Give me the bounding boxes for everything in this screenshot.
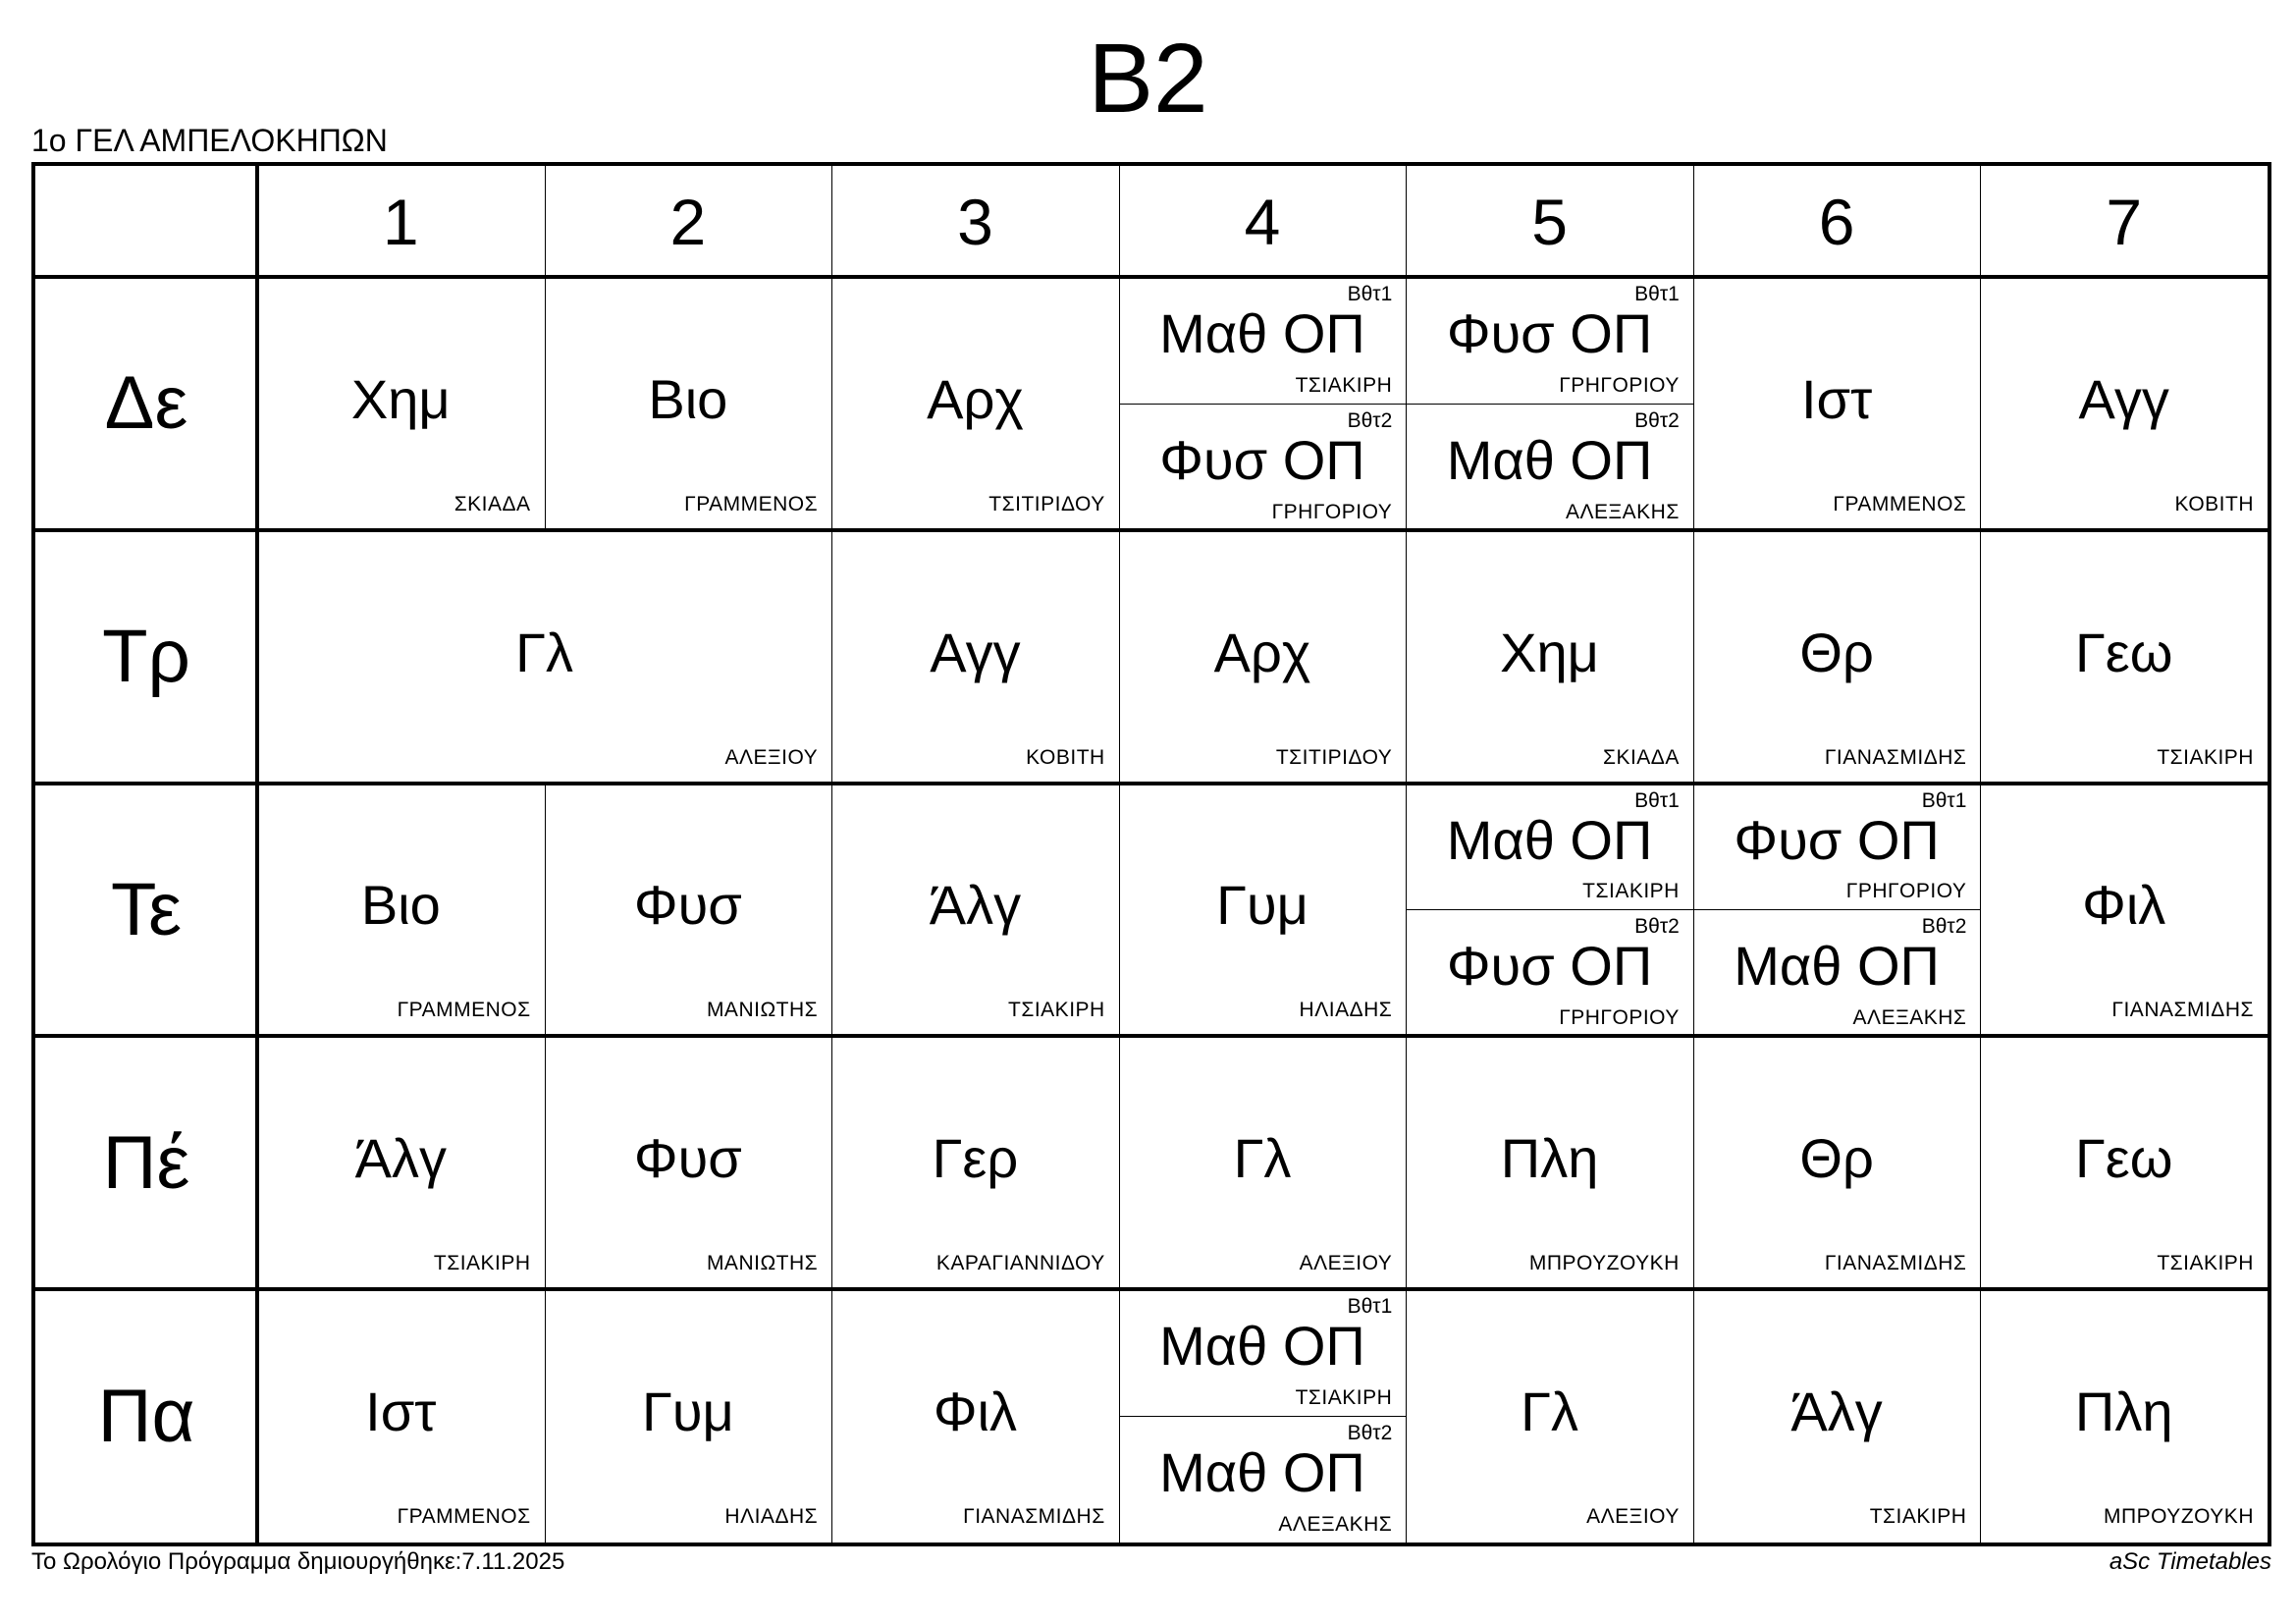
timetable-title: B2 — [1088, 24, 1208, 134]
subject-name: Αρχ — [1213, 621, 1311, 683]
column-divider — [545, 277, 546, 530]
subject-name: Μαθ ΟΠ — [1734, 935, 1940, 998]
teacher-name: ΓΡΑΜΜΕΝΟΣ — [397, 1504, 531, 1528]
lesson-cell — [1119, 1289, 1407, 1543]
teacher-name: ΤΣΙΤΙΡΙΔΟΥ — [1275, 745, 1393, 769]
teacher-name: ΤΣΙΑΚΙΡΗ — [1582, 880, 1680, 903]
group-label: Βθτ1 — [1634, 788, 1680, 812]
school-name: 1ο ΓΕΛ ΑΜΠΕΛΟΚΗΠΩΝ — [31, 123, 388, 158]
lesson-cell — [1119, 277, 1407, 530]
period-header — [1406, 166, 1693, 277]
subject-name: Θρ — [1799, 621, 1874, 683]
teacher-name: ΤΣΙΑΚΙΡΗ — [2157, 1252, 2254, 1275]
group-label: Βθτ2 — [1347, 1422, 1393, 1445]
lesson-cell — [545, 1036, 832, 1289]
subject-name: Άλγ — [354, 1127, 447, 1190]
subject-name: Γερ — [932, 1127, 1019, 1190]
teacher-name: ΑΛΕΞΙΟΥ — [1299, 1252, 1393, 1275]
subject-name: Γυμ — [1216, 874, 1308, 937]
teacher-name: ΤΣΙΑΚΙΡΗ — [1008, 999, 1105, 1022]
row-divider — [35, 1287, 2268, 1291]
teacher-name: ΓΡΑΜΜΕΝΟΣ — [397, 999, 531, 1022]
lesson-cell — [1119, 784, 1407, 1037]
subject-name: Μαθ ΟΠ — [1159, 1315, 1365, 1378]
row-divider — [35, 782, 2268, 785]
lesson-cell — [545, 1289, 832, 1543]
column-divider — [1693, 277, 1694, 530]
column-divider — [1119, 530, 1120, 784]
column-divider — [1980, 166, 1981, 277]
period-header — [545, 166, 832, 277]
lesson-cell — [1693, 1289, 1981, 1543]
column-divider — [1119, 166, 1120, 277]
lesson-cell — [257, 1036, 545, 1289]
teacher-name: ΓΡΑΜΜΕΝΟΣ — [1833, 492, 1967, 515]
teacher-name: ΓΙΑΝΑΣΜΙΔΗΣ — [2111, 999, 2254, 1022]
column-divider — [1406, 784, 1407, 1037]
subject-name: Άλγ — [929, 874, 1022, 937]
column-divider — [545, 784, 546, 1037]
column-divider — [1693, 1036, 1694, 1289]
subject-name: Φυσ ΟΠ — [1446, 935, 1653, 998]
lesson-cell — [1406, 784, 1693, 1037]
column-divider — [1693, 530, 1694, 784]
subject-name: Γεω — [2074, 621, 2173, 683]
lesson-cell — [1693, 784, 1981, 1037]
column-divider — [1980, 1036, 1981, 1289]
subject-name: Γυμ — [641, 1380, 734, 1443]
subject-name: Φυσ — [633, 874, 742, 937]
lesson-cell — [1693, 277, 1981, 530]
teacher-name: ΗΛΙΑΔΗΣ — [1299, 999, 1393, 1022]
teacher-name: ΓΡΗΓΟΡΙΟΥ — [1271, 500, 1393, 523]
column-divider — [831, 277, 832, 530]
column-divider — [1406, 530, 1407, 784]
subject-name: Πλη — [2074, 1380, 2173, 1443]
column-divider — [255, 166, 259, 1543]
period-number: 5 — [1531, 185, 1568, 258]
lesson-cell — [1980, 277, 2268, 530]
lesson-cell — [1406, 1289, 1693, 1543]
lesson-cell — [1406, 1036, 1693, 1289]
teacher-name: ΓΙΑΝΑΣΜΙΔΗΣ — [1824, 1252, 1967, 1275]
column-divider — [831, 1289, 832, 1543]
lesson-cell — [1980, 1289, 2268, 1543]
group-label: Βθτ2 — [1347, 408, 1393, 432]
period-number: 6 — [1818, 185, 1855, 258]
day-header — [35, 1289, 257, 1543]
subject-name: Βιο — [360, 874, 441, 937]
group-label: Βθτ1 — [1347, 283, 1393, 305]
teacher-name: ΗΛΙΑΔΗΣ — [724, 1504, 819, 1528]
column-divider — [545, 166, 546, 277]
day-header — [35, 784, 257, 1037]
lesson-cell — [1119, 530, 1407, 784]
day-name: Δε — [104, 361, 188, 446]
lesson-cell — [831, 1289, 1119, 1543]
group-divider — [1406, 404, 1693, 405]
group-label: Βθτ1 — [1921, 788, 1967, 812]
lesson-cell — [831, 784, 1119, 1037]
teacher-name: ΚΟΒΙΤΗ — [2174, 492, 2254, 515]
period-header — [1980, 166, 2268, 277]
column-divider — [1693, 1289, 1694, 1543]
teacher-name: ΤΣΙΑΚΙΡΗ — [1869, 1504, 1967, 1528]
teacher-name: ΓΡΗΓΟΡΙΟΥ — [1559, 373, 1680, 397]
group-divider — [1406, 909, 1693, 910]
teacher-name: ΜΠΡΟΥΖΟΥΚΗ — [1528, 1252, 1680, 1275]
teacher-name: ΤΣΙΑΚΙΡΗ — [1295, 1386, 1393, 1410]
row-divider — [35, 275, 2268, 279]
subject-name: Μαθ ΟΠ — [1446, 808, 1653, 871]
lesson-cell — [1406, 277, 1693, 530]
subject-name: Μαθ ΟΠ — [1446, 428, 1653, 491]
teacher-name: ΓΙΑΝΑΣΜΙΔΗΣ — [963, 1504, 1105, 1528]
teacher-name: ΑΛΕΞΙΟΥ — [1586, 1504, 1680, 1528]
column-divider — [1119, 784, 1120, 1037]
lesson-cell — [1980, 1036, 2268, 1289]
subject-name: Φυσ ΟΠ — [1446, 302, 1653, 364]
group-label: Βθτ2 — [1634, 408, 1680, 432]
teacher-name: ΓΡΗΓΟΡΙΟΥ — [1845, 880, 1967, 903]
teacher-name: ΤΣΙΤΙΡΙΔΟΥ — [988, 492, 1105, 515]
subject-name: Μαθ ΟΠ — [1159, 1441, 1365, 1504]
column-divider — [1406, 1036, 1407, 1289]
day-name: Πέ — [102, 1120, 190, 1205]
teacher-name: ΚΟΒΙΤΗ — [1026, 745, 1105, 769]
group-label: Βθτ1 — [1634, 283, 1680, 305]
teacher-name: ΜΑΝΙΩΤΗΣ — [706, 999, 819, 1022]
column-divider — [1980, 277, 1981, 530]
lesson-cell — [1406, 530, 1693, 784]
day-header — [35, 1036, 257, 1289]
subject-name: Βιο — [648, 367, 728, 430]
teacher-name: ΓΙΑΝΑΣΜΙΔΗΣ — [1824, 745, 1967, 769]
period-number: 2 — [669, 185, 707, 258]
period-number: 4 — [1244, 185, 1281, 258]
column-divider — [1980, 530, 1981, 784]
lesson-cell — [1693, 1036, 1981, 1289]
teacher-name: ΜΠΡΟΥΖΟΥΚΗ — [2103, 1504, 2254, 1528]
lesson-cell — [257, 530, 831, 784]
timetable-grid — [31, 162, 2271, 1546]
subject-name: Φυσ ΟΠ — [1734, 808, 1940, 871]
group-divider — [1693, 909, 1981, 910]
teacher-name: ΤΣΙΑΚΙΡΗ — [433, 1252, 531, 1275]
lesson-cell — [545, 277, 832, 530]
teacher-name: ΚΑΡΑΓΙΑΝΝΙΔΟΥ — [935, 1252, 1105, 1275]
teacher-name: ΤΣΙΑΚΙΡΗ — [1295, 373, 1393, 397]
created-date-note: Το Ωρολόγιο Πρόγραμμα δημιουργήθηκε:7.11.2025 — [31, 1548, 565, 1575]
subject-name: Άλγ — [1790, 1380, 1883, 1443]
column-divider — [831, 1036, 832, 1289]
subject-name: Χημ — [350, 367, 451, 430]
lesson-cell — [1980, 530, 2268, 784]
period-header — [257, 166, 545, 277]
teacher-name: ΜΑΝΙΩΤΗΣ — [706, 1252, 819, 1275]
subject-name: Φιλ — [2082, 874, 2166, 937]
lesson-cell — [545, 784, 832, 1037]
column-divider — [831, 784, 832, 1037]
column-divider — [1980, 784, 1981, 1037]
column-divider — [1406, 166, 1407, 277]
subject-name: Χημ — [1500, 621, 1599, 683]
column-divider — [1693, 166, 1694, 277]
column-divider — [1119, 1036, 1120, 1289]
column-divider — [1980, 1289, 1981, 1543]
column-divider — [545, 1036, 546, 1289]
subject-name: Γλ — [1233, 1127, 1292, 1190]
subject-name: Φυσ — [633, 1127, 742, 1190]
period-header — [1693, 166, 1981, 277]
teacher-name: ΓΡΗΓΟΡΙΟΥ — [1559, 1006, 1680, 1030]
teacher-name: ΓΡΑΜΜΕΝΟΣ — [684, 492, 819, 515]
day-header — [35, 530, 257, 784]
lesson-cell — [1980, 784, 2268, 1037]
subject-name: Αρχ — [927, 367, 1024, 430]
period-header — [1119, 166, 1407, 277]
period-number: 1 — [382, 185, 419, 258]
column-divider — [831, 530, 832, 784]
lesson-cell — [257, 277, 545, 530]
lesson-cell — [257, 784, 545, 1037]
teacher-name: ΣΚΙΑΔΑ — [1602, 745, 1680, 769]
teacher-name: ΑΛΕΞΑΚΗΣ — [1278, 1512, 1393, 1536]
subject-name: Μαθ ΟΠ — [1159, 302, 1365, 364]
lesson-cell — [831, 530, 1119, 784]
row-divider — [35, 528, 2268, 532]
column-divider — [1406, 1289, 1407, 1543]
subject-name: Φιλ — [933, 1380, 1017, 1443]
group-label: Βθτ2 — [1921, 915, 1967, 939]
day-header — [35, 277, 257, 530]
column-divider — [1119, 277, 1120, 530]
lesson-cell — [257, 1289, 545, 1543]
teacher-name: ΑΛΕΞΙΟΥ — [724, 745, 819, 769]
group-label: Βθτ1 — [1347, 1295, 1393, 1319]
group-label: Βθτ2 — [1634, 915, 1680, 939]
teacher-name: ΑΛΕΞΑΚΗΣ — [1852, 1006, 1967, 1030]
period-number: 7 — [2106, 185, 2143, 258]
subject-name: Φυσ ΟΠ — [1159, 428, 1365, 491]
teacher-name: ΣΚΙΑΔΑ — [454, 492, 531, 515]
column-divider — [545, 1289, 546, 1543]
subject-name: Πλη — [1500, 1127, 1599, 1190]
subject-name: Θρ — [1799, 1127, 1874, 1190]
day-name: Πα — [97, 1374, 195, 1458]
row-divider — [35, 1034, 2268, 1038]
group-divider — [1119, 1416, 1407, 1417]
teacher-name: ΑΛΕΞΑΚΗΣ — [1565, 500, 1680, 523]
subject-name: Αγγ — [930, 621, 1021, 683]
subject-name: Γεω — [2074, 1127, 2173, 1190]
lesson-cell — [1693, 530, 1981, 784]
column-divider — [1406, 277, 1407, 530]
lesson-cell — [831, 277, 1119, 530]
column-divider — [1119, 1289, 1120, 1543]
period-header — [831, 166, 1119, 277]
column-divider — [1693, 784, 1694, 1037]
subject-name: Γλ — [515, 621, 573, 683]
day-name: Τε — [111, 867, 182, 951]
generator-credit: aSc Timetables — [2109, 1548, 2271, 1575]
lesson-cell — [831, 1036, 1119, 1289]
subject-name: Αγγ — [2078, 367, 2169, 430]
group-divider — [1119, 404, 1407, 405]
day-name: Τρ — [102, 615, 190, 699]
period-number: 3 — [957, 185, 993, 258]
column-divider — [831, 166, 832, 277]
subject-name: Ιστ — [365, 1380, 437, 1443]
subject-name: Γλ — [1521, 1380, 1578, 1443]
subject-name: Ιστ — [1801, 367, 1873, 430]
teacher-name: ΤΣΙΑΚΙΡΗ — [2157, 745, 2254, 769]
lesson-cell — [1119, 1036, 1407, 1289]
